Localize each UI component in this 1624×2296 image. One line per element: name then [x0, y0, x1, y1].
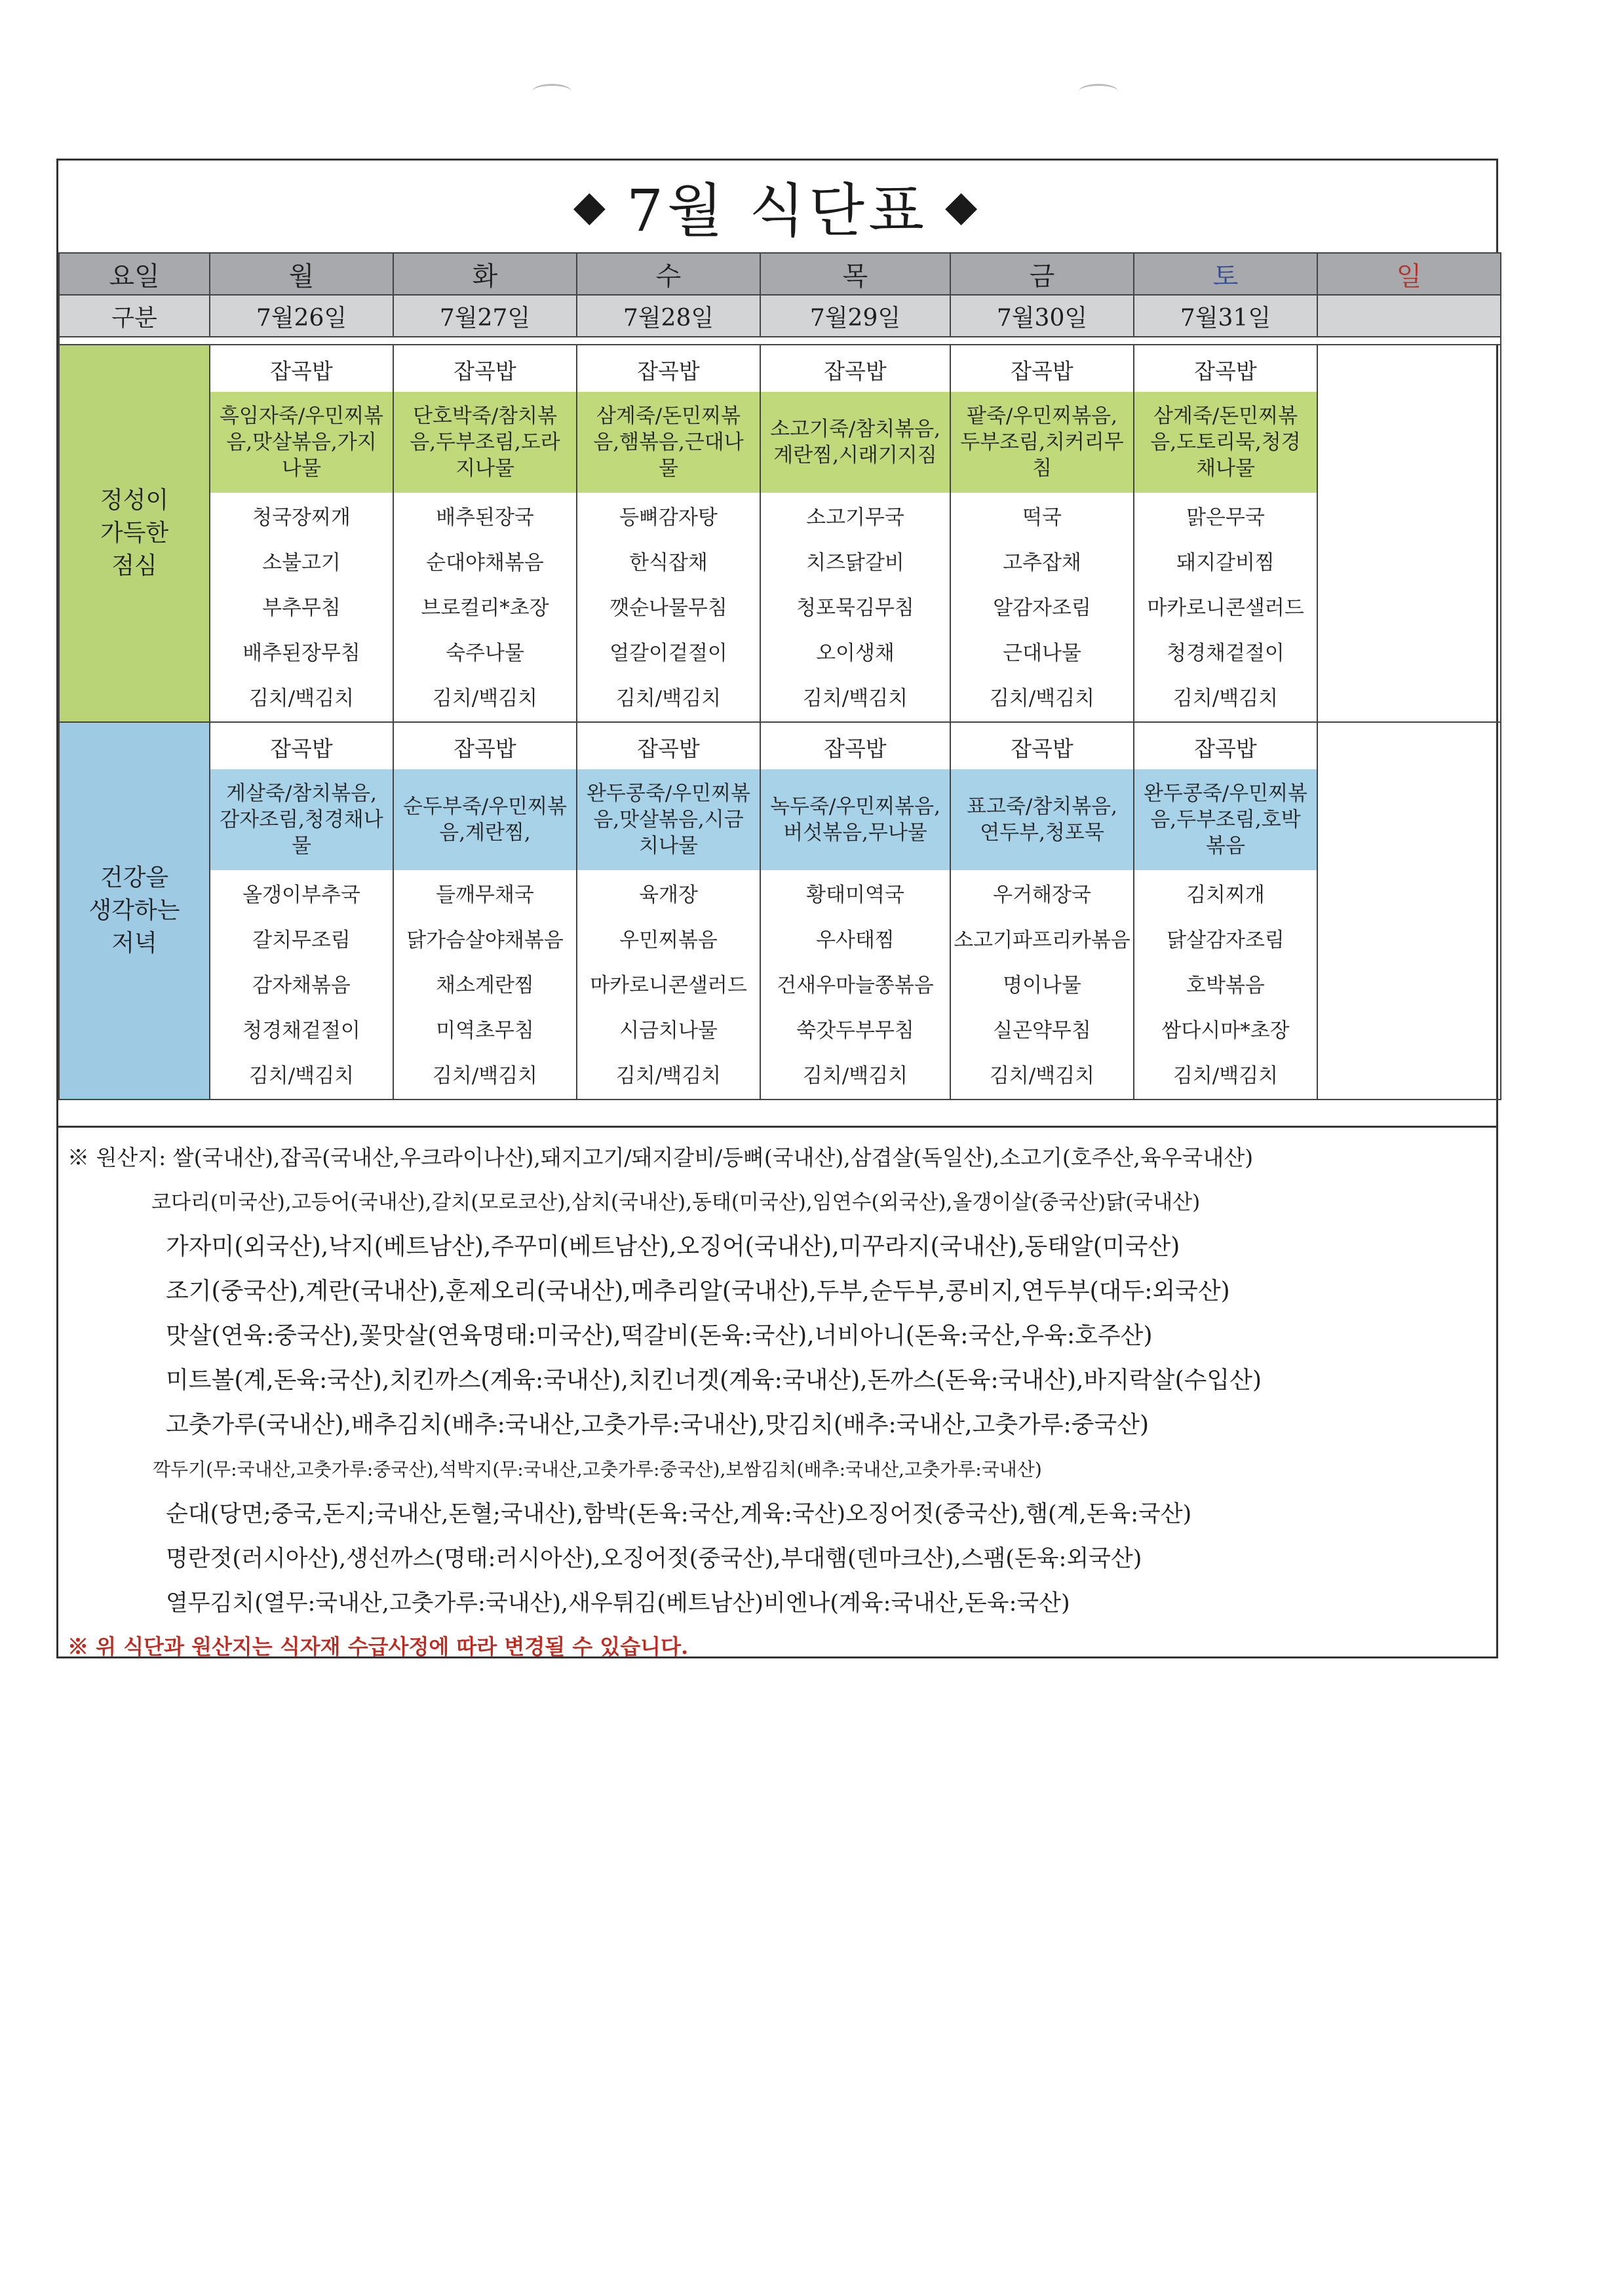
side-dish: 마카로니콘샐러드 [590, 973, 747, 997]
side-dish: 실곤약무침 [993, 1018, 1091, 1043]
side-dish: 맑은무국 [1186, 505, 1265, 529]
side-dish: 명이나물 [1003, 973, 1081, 997]
day-tue: 화 [393, 253, 577, 295]
main-dish: 완두콩죽/우민찌볶음,맛살볶음,시금치나물 [577, 769, 760, 870]
lunch-day-5 [1134, 345, 1317, 722]
date-header-row [59, 295, 1501, 337]
side-dish: 감자채볶음 [252, 973, 351, 997]
side-dish: 얼갈이겉절이 [609, 641, 727, 665]
dinner-day-3 [760, 722, 950, 1100]
dinner-day-4 [950, 722, 1134, 1100]
lunch-day-2 [577, 345, 760, 722]
side-dish: 소고기파프리카볶음 [954, 928, 1131, 952]
side-dish: 등뼈감자탕 [619, 505, 718, 529]
rice: 잡곡밥 [270, 736, 333, 761]
rice: 잡곡밥 [1194, 358, 1257, 384]
rice: 잡곡밥 [1194, 736, 1257, 761]
side-dish: 돼지갈비찜 [1176, 550, 1275, 575]
main-dish: 삼계죽/돈민찌볶음,햄볶음,근대나물 [577, 392, 760, 493]
rice: 잡곡밥 [637, 358, 700, 384]
side-dish: 육개장 [639, 883, 698, 907]
main-dish: 표고죽/참치볶음,연두부,청포묵 [951, 769, 1133, 870]
rice: 잡곡밥 [454, 736, 516, 761]
origin-line: 열무김치(열무:국내산,고춧가루:국내산),새우튀김(베트남산)비엔나(계육:국내산,돈육:국산) [166, 1590, 1070, 1617]
date-thu: 7월29일 [760, 295, 950, 337]
menu-sheet [56, 159, 1498, 1658]
side-dish: 김치/백김치 [1172, 1063, 1279, 1088]
day-thu: 목 [760, 253, 950, 295]
day-wed: 수 [577, 253, 760, 295]
lunch-day-1 [393, 345, 577, 722]
rice: 잡곡밥 [824, 358, 887, 384]
origin-line: 조기(중국산),계란(국내산),훈제오리(국내산),메추리알(국내산),두부,순두부,콩비지,연두부(대두:외국산) [166, 1278, 1230, 1305]
main-dish: 흑임자죽/우민찌볶음,맛살볶음,가지나물 [210, 392, 393, 493]
day-header-row [59, 253, 1501, 295]
side-dish: 한식잡채 [629, 550, 708, 575]
side-dish: 김치/백김치 [802, 686, 908, 710]
origin-section [58, 1126, 1496, 1668]
main-dish: 삼계죽/돈민찌볶음,도토리묵,청경채나물 [1134, 392, 1317, 493]
dinner-day-6-empty [1317, 722, 1501, 1100]
side-dish: 치즈닭갈비 [806, 550, 904, 575]
side-dish: 브로컬리*초장 [421, 596, 549, 620]
day-sat: 토 [1134, 253, 1317, 295]
day-label: 요일 [59, 253, 210, 295]
side-dish: 배추된장무침 [242, 641, 360, 665]
date-mon: 7월26일 [210, 295, 393, 337]
date-fri: 7월30일 [950, 295, 1134, 337]
dinner-day-0 [210, 722, 393, 1100]
side-dish: 김치/백김치 [248, 1063, 355, 1088]
side-dish: 김치/백김치 [802, 1063, 908, 1088]
side-dish: 김치/백김치 [248, 686, 355, 710]
origin-line: ※ 원산지: 쌀(국내산),잡곡(국내산,우크라이나산),돼지고기/돼지갈비/등뼈(국내산),삼겹살(독일산),소고기(호주산,육우국내산) [68, 1145, 1254, 1170]
date-sun [1317, 295, 1501, 337]
main-dish: 팥죽/우민찌볶음,두부조림,치커리무침 [951, 392, 1133, 493]
side-dish: 깻순나물무침 [609, 596, 727, 620]
rice: 잡곡밥 [1011, 358, 1073, 384]
dinner-day-5 [1134, 722, 1317, 1100]
main-dish: 순두부죽/우민찌볶음,계란찜, [394, 769, 576, 870]
side-dish: 김치/백김치 [432, 1063, 538, 1088]
scan-mark-left [532, 84, 571, 99]
dinner-label: 건강을 생각하는 저녁 [59, 722, 210, 1100]
side-dish: 건새우마늘쫑볶음 [777, 973, 934, 997]
rice: 잡곡밥 [270, 358, 333, 384]
side-dish: 황태미역국 [806, 883, 904, 907]
side-dish: 쑥갓두부무침 [796, 1018, 914, 1043]
side-dish: 들깨무채국 [436, 883, 534, 907]
main-dish: 게살죽/참치볶음,감자조림,청경채나물 [210, 769, 393, 870]
rice: 잡곡밥 [637, 736, 700, 761]
side-dish: 청포묵김무침 [796, 596, 914, 620]
page-title [58, 161, 1496, 252]
origin-line: 가자미(외국산),낙지(베트남산),주꾸미(베트남산),오징어(국내산),미꾸라지(국내산),동태알(미국산) [166, 1233, 1180, 1260]
origin-line: 미트볼(계,돈육:국산),치킨까스(계육:국내산),치킨너겟(계육:국내산),돈까스(돈육:국내산),바지락살(수입산) [166, 1367, 1262, 1394]
lunch-day-3 [760, 345, 950, 722]
side-dish: 배추된장국 [436, 505, 534, 529]
origin-line: 순대(당면;중국,돈지;국내산,돈혈;국내산),함박(돈육:국산,계육:국산)오징어젓(중국산),햄(계,돈육:국산) [166, 1501, 1192, 1527]
day-mon: 월 [210, 253, 393, 295]
side-dish: 호박볶음 [1186, 973, 1265, 997]
side-dish: 김치/백김치 [989, 686, 1095, 710]
side-dish: 갈치무조림 [252, 928, 351, 952]
main-dish: 녹두죽/우민찌볶음,버섯볶음,무나물 [761, 769, 950, 870]
side-dish: 닭살감자조림 [1167, 928, 1285, 952]
rice: 잡곡밥 [824, 736, 887, 761]
side-dish: 김치/백김치 [432, 686, 538, 710]
side-dish: 소고기무국 [806, 505, 904, 529]
side-dish: 쌈다시마*초장 [1161, 1018, 1290, 1043]
date-wed: 7월28일 [577, 295, 760, 337]
origin-line: 코다리(미국산),고등어(국내산),갈치(모로코산),삼치(국내산),동태(미국산),임연수(외국산),올갱이살(중국산)닭(국내산) [151, 1191, 1201, 1214]
rice: 잡곡밥 [1011, 736, 1073, 761]
origin-line: 명란젓(러시아산),생선까스(명태:러시아산),오징어젓(중국산),부대햄(덴마크산),스팸(돈육:외국산) [166, 1546, 1142, 1572]
side-dish: 청국장찌개 [252, 505, 351, 529]
side-dish: 김치/백김치 [615, 1063, 722, 1088]
lunch-day-0 [210, 345, 393, 722]
side-dish: 알감자조림 [993, 596, 1091, 620]
lunch-day-4 [950, 345, 1134, 722]
side-dish: 순대야채볶음 [426, 550, 544, 575]
dinner-row [59, 722, 1501, 1100]
side-dish: 부추무침 [262, 596, 341, 620]
diamond-icon: ◆ [573, 182, 609, 231]
origin-line: 고춧가루(국내산),배추김치(배추:국내산,고춧가루:국내산),맛김치(배추:국내산,고춧가루:중국산) [166, 1411, 1150, 1438]
side-dish: 우사태찜 [816, 928, 895, 952]
side-dish: 닭가슴살야채볶음 [406, 928, 564, 952]
dinner-day-1 [393, 722, 577, 1100]
main-dish: 완두콩죽/우민찌볶음,두부조림,호박볶음 [1134, 769, 1317, 870]
origin-line: 깍두기(무:국내산,고춧가루:중국산),석박지(무:국내산,고춧가루:중국산),보쌈김치(배추:국내산,고춧가루:국내산) [153, 1459, 1042, 1480]
side-dish: 마카로니콘샐러드 [1147, 596, 1304, 620]
rice: 잡곡밥 [454, 358, 516, 384]
side-dish: 김치찌개 [1186, 883, 1265, 907]
side-dish: 김치/백김치 [615, 686, 722, 710]
change-notice: ※ 위 식단과 원산지는 식자재 수급사정에 따라 변경될 수 있습니다. [68, 1634, 689, 1659]
day-sun: 일 [1317, 253, 1501, 295]
side-dish: 소불고기 [262, 550, 341, 575]
scan-mark-right [1079, 84, 1118, 99]
date-label: 구분 [59, 295, 210, 337]
side-dish: 오이생채 [816, 641, 895, 665]
lunch-row [59, 345, 1501, 722]
side-dish: 우민찌볶음 [619, 928, 718, 952]
side-dish: 우거해장국 [993, 883, 1091, 907]
side-dish: 채소계란찜 [436, 973, 534, 997]
spacer-row [59, 337, 1501, 345]
side-dish: 숙주나물 [446, 641, 524, 665]
dinner-day-2 [577, 722, 760, 1100]
date-tue: 7월27일 [393, 295, 577, 337]
main-dish: 단호박죽/참치볶음,두부조림,도라지나물 [394, 392, 576, 493]
side-dish: 떡국 [1022, 505, 1062, 529]
title-text: 7월 식단표 [627, 177, 928, 244]
side-dish: 청경채겉절이 [1167, 641, 1285, 665]
side-dish: 근대나물 [1003, 641, 1081, 665]
origin-line: 맛살(연육:중국산),꽃맛살(연육명태:미국산),떡갈비(돈육:국산),너비아니(돈육:국산,우육:호주산) [166, 1322, 1153, 1349]
main-dish: 소고기죽/참치볶음,계란찜,시래기지짐 [761, 392, 950, 493]
day-fri: 금 [950, 253, 1134, 295]
side-dish: 김치/백김치 [989, 1063, 1095, 1088]
date-sat: 7월31일 [1134, 295, 1317, 337]
lunch-day-6-empty [1317, 345, 1501, 722]
diamond-icon: ◆ [945, 182, 982, 231]
side-dish: 미역초무침 [436, 1018, 534, 1043]
menu-table [58, 252, 1501, 1100]
side-dish: 시금치나물 [619, 1018, 718, 1043]
side-dish: 청경채겉절이 [242, 1018, 360, 1043]
side-dish: 올갱이부추국 [242, 883, 360, 907]
side-dish: 김치/백김치 [1172, 686, 1279, 710]
lunch-label: 정성이 가득한 점심 [59, 345, 210, 722]
side-dish: 고추잡채 [1003, 550, 1081, 575]
